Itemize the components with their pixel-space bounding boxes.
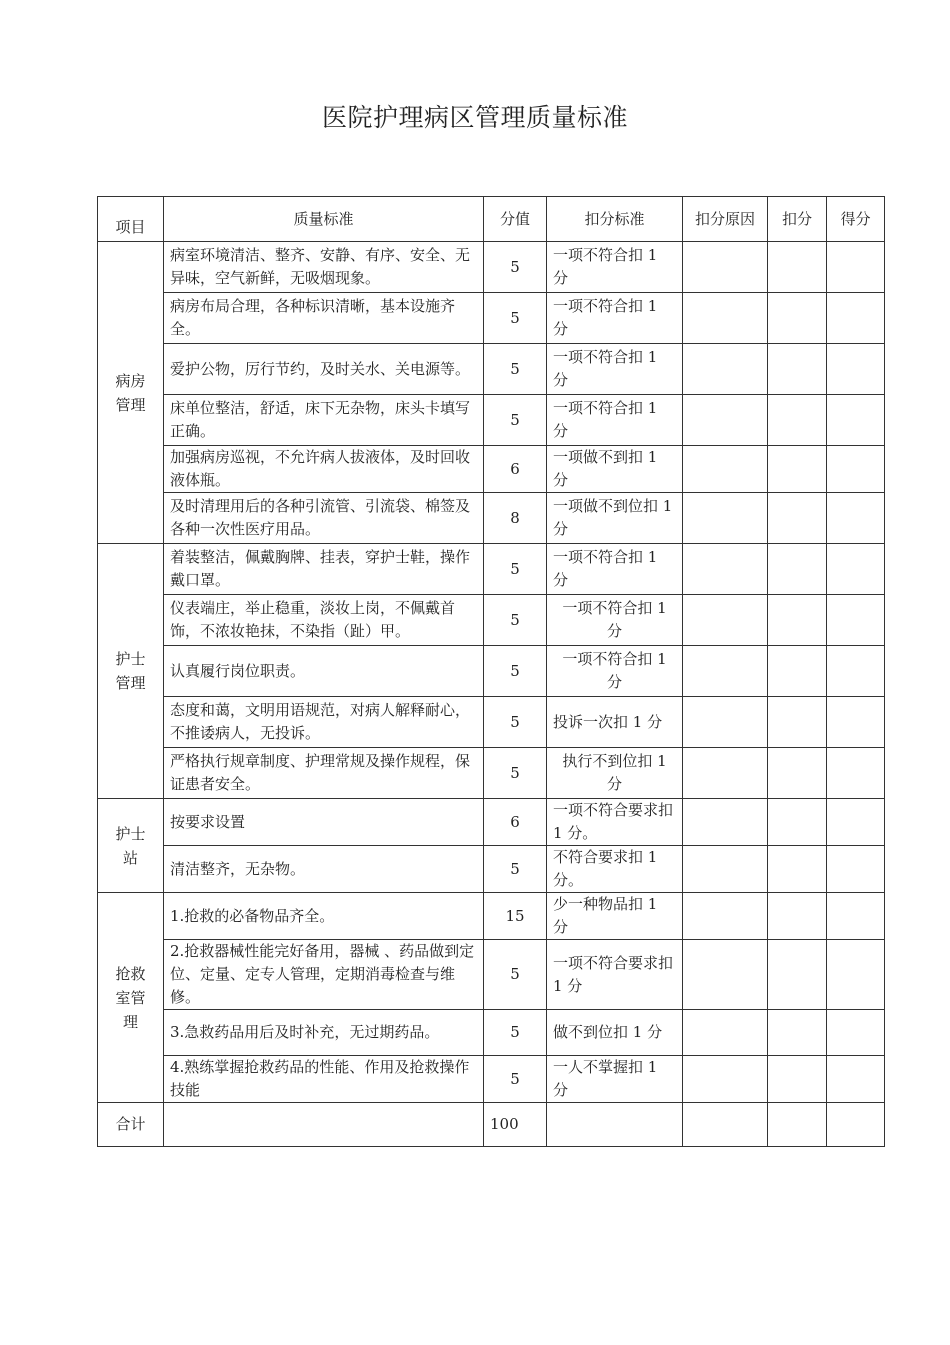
deduction-cell[interactable] bbox=[768, 799, 827, 846]
table-row bbox=[98, 595, 885, 646]
header-standard: 质量标准 bbox=[164, 197, 484, 242]
deduction-reason-cell[interactable] bbox=[683, 1010, 768, 1056]
deduction-reason-cell[interactable] bbox=[683, 893, 768, 940]
deduction-reason-cell[interactable] bbox=[683, 395, 768, 446]
deduction-cell[interactable] bbox=[768, 1056, 827, 1103]
table-row bbox=[98, 493, 885, 544]
standard-cell: 病室环境清洁、整齐、安静、有序、安全、无异味，空气新鲜，无吸烟现象。 bbox=[164, 242, 484, 293]
total-label: 合计 bbox=[98, 1103, 164, 1147]
deduction-cell[interactable] bbox=[768, 395, 827, 446]
deduction-cell[interactable] bbox=[768, 697, 827, 748]
deduction-cell[interactable] bbox=[768, 446, 827, 493]
score-cell[interactable] bbox=[827, 493, 885, 544]
header-deduction-reason: 扣分原因 bbox=[683, 197, 768, 242]
standard-cell: 着装整洁，佩戴胸牌、挂表，穿护士鞋，操作戴口罩。 bbox=[164, 544, 484, 595]
points-cell: 5 bbox=[484, 1010, 547, 1056]
deduction-cell[interactable] bbox=[768, 293, 827, 344]
deduction-rule-cell: 一项不符合扣 1 分 bbox=[547, 395, 683, 446]
deduction-reason-cell[interactable] bbox=[683, 646, 768, 697]
points-cell: 5 bbox=[484, 940, 547, 1010]
table-row bbox=[98, 697, 885, 748]
standard-cell: 仪表端庄，举止稳重，淡妆上岗，不佩戴首饰，不浓妆艳抹，不染指（趾）甲。 bbox=[164, 595, 484, 646]
points-cell: 15 bbox=[484, 893, 547, 940]
deduction-reason-cell[interactable] bbox=[683, 748, 768, 799]
deduction-rule-cell: 一项不符合扣 1 分 bbox=[547, 242, 683, 293]
section-label-emergency-room bbox=[98, 893, 164, 1103]
standard-cell: 及时清理用后的各种引流管、引流袋、棉签及各种一次性医疗用品。 bbox=[164, 493, 484, 544]
deduction-rule-cell: 投诉一次扣 1 分 bbox=[547, 697, 683, 748]
deduction-cell[interactable] bbox=[768, 242, 827, 293]
table-row bbox=[98, 344, 885, 395]
points-cell: 5 bbox=[484, 846, 547, 893]
table-row bbox=[98, 748, 885, 799]
header-deduction: 扣分 bbox=[768, 197, 827, 242]
standard-cell: 4.熟练掌握抢救药品的性能、作用及抢救操作技能 bbox=[164, 1056, 484, 1103]
deduction-rule-cell: 一项不符合扣 1 分 bbox=[547, 595, 683, 646]
score-cell[interactable] bbox=[827, 293, 885, 344]
table-row bbox=[98, 544, 885, 595]
standard-cell: 3.急救药品用后及时补充，无过期药品。 bbox=[164, 1010, 484, 1056]
table-row bbox=[98, 646, 885, 697]
deduction-reason-cell[interactable] bbox=[683, 293, 768, 344]
total-deduction-reason-cell[interactable] bbox=[683, 1103, 768, 1147]
score-cell[interactable] bbox=[827, 846, 885, 893]
table-row bbox=[98, 395, 885, 446]
standard-cell: 床单位整洁，舒适，床下无杂物，床头卡填写正确。 bbox=[164, 395, 484, 446]
table-row bbox=[98, 1056, 885, 1103]
score-cell[interactable] bbox=[827, 1010, 885, 1056]
total-row bbox=[98, 1103, 885, 1147]
standard-cell: 1.抢救的必备物品齐全。 bbox=[164, 893, 484, 940]
section-label-ward bbox=[98, 242, 164, 544]
score-cell[interactable] bbox=[827, 893, 885, 940]
deduction-reason-cell[interactable] bbox=[683, 446, 768, 493]
score-cell[interactable] bbox=[827, 646, 885, 697]
deduction-reason-cell[interactable] bbox=[683, 697, 768, 748]
standard-cell: 态度和蔼，文明用语规范，对病人解释耐心，不推诿病人，无投诉。 bbox=[164, 697, 484, 748]
standard-cell: 2.抢救器械性能完好备用，器械 、药品做到定位、定量、定专人管理，定期消毒检查与维修。 bbox=[164, 940, 484, 1010]
section-label-text: 护士站 bbox=[115, 824, 146, 867]
points-cell: 5 bbox=[484, 1056, 547, 1103]
total-points: 100 bbox=[484, 1103, 547, 1147]
deduction-rule-cell: 做不到位扣 1 分 bbox=[547, 1010, 683, 1056]
section-label-text: 抢救室管理 bbox=[115, 964, 146, 1031]
standard-cell: 爱护公物，厉行节约，及时关水、关电源等。 bbox=[164, 344, 484, 395]
score-cell[interactable] bbox=[827, 544, 885, 595]
deduction-cell[interactable] bbox=[768, 646, 827, 697]
deduction-rule-cell: 一项不符合扣 1 分 bbox=[547, 293, 683, 344]
score-cell[interactable] bbox=[827, 242, 885, 293]
table-row bbox=[98, 893, 885, 940]
deduction-reason-cell[interactable] bbox=[683, 344, 768, 395]
table-row bbox=[98, 940, 885, 1010]
deduction-rule-cell: 一项不符合扣 1 分 bbox=[547, 544, 683, 595]
standard-cell: 认真履行岗位职责。 bbox=[164, 646, 484, 697]
total-deduction-cell[interactable] bbox=[768, 1103, 827, 1147]
deduction-reason-cell[interactable] bbox=[683, 595, 768, 646]
standard-cell: 病房布局合理，各种标识清晰，基本设施齐全。 bbox=[164, 293, 484, 344]
deduction-reason-cell[interactable] bbox=[683, 242, 768, 293]
points-cell: 6 bbox=[484, 446, 547, 493]
points-cell: 5 bbox=[484, 293, 547, 344]
section-label-text: 护士管理 bbox=[115, 650, 146, 692]
deduction-cell[interactable] bbox=[768, 893, 827, 940]
points-cell: 5 bbox=[484, 242, 547, 293]
quality-standards-table bbox=[97, 196, 885, 1147]
total-deduction-rule-cell bbox=[547, 1103, 683, 1147]
deduction-cell[interactable] bbox=[768, 595, 827, 646]
score-cell[interactable] bbox=[827, 1056, 885, 1103]
points-cell: 5 bbox=[484, 646, 547, 697]
points-cell: 8 bbox=[484, 493, 547, 544]
deduction-cell[interactable] bbox=[768, 940, 827, 1010]
score-cell[interactable] bbox=[827, 940, 885, 1010]
points-cell: 5 bbox=[484, 595, 547, 646]
deduction-reason-cell[interactable] bbox=[683, 846, 768, 893]
deduction-rule-cell: 一人不掌握扣 1 分 bbox=[547, 1056, 683, 1103]
deduction-rule-cell: 一项做不到位扣 1 分 bbox=[547, 493, 683, 544]
points-cell: 5 bbox=[484, 697, 547, 748]
deduction-rule-cell: 执行不到位扣 1 分 bbox=[547, 748, 683, 799]
header-item: 项目 bbox=[98, 197, 164, 242]
score-cell[interactable] bbox=[827, 344, 885, 395]
deduction-rule-cell: 一项不符合要求扣 1 分 bbox=[547, 940, 683, 1010]
points-cell: 5 bbox=[484, 544, 547, 595]
section-label-nurse bbox=[98, 544, 164, 799]
deduction-rule-cell: 一项不符合扣 1 分 bbox=[547, 344, 683, 395]
deduction-cell[interactable] bbox=[768, 748, 827, 799]
standard-cell: 加强病房巡视，不允许病人拔液体，及时回收液体瓶。 bbox=[164, 446, 484, 493]
score-cell[interactable] bbox=[827, 748, 885, 799]
deduction-reason-cell[interactable] bbox=[683, 799, 768, 846]
deduction-reason-cell[interactable] bbox=[683, 940, 768, 1010]
header-points: 分值 bbox=[484, 197, 547, 242]
points-cell: 6 bbox=[484, 799, 547, 846]
standard-cell: 清洁整齐，无杂物。 bbox=[164, 846, 484, 893]
score-cell[interactable] bbox=[827, 595, 885, 646]
deduction-cell[interactable] bbox=[768, 1010, 827, 1056]
deduction-cell[interactable] bbox=[768, 344, 827, 395]
table-row bbox=[98, 846, 885, 893]
deduction-cell[interactable] bbox=[768, 493, 827, 544]
deduction-reason-cell[interactable] bbox=[683, 1056, 768, 1103]
table-row bbox=[98, 1010, 885, 1056]
standard-cell: 按要求设置 bbox=[164, 799, 484, 846]
document-title: 医院护理病区管理质量标准 bbox=[321, 103, 628, 132]
total-standard-cell bbox=[164, 1103, 484, 1147]
points-cell: 5 bbox=[484, 395, 547, 446]
score-cell[interactable] bbox=[827, 395, 885, 446]
table-header-row bbox=[98, 197, 885, 242]
table-row bbox=[98, 242, 885, 293]
section-label-text: 病房管理 bbox=[115, 371, 146, 414]
table-row bbox=[98, 799, 885, 846]
deduction-reason-cell[interactable] bbox=[683, 544, 768, 595]
score-cell[interactable] bbox=[827, 446, 885, 493]
header-score: 得分 bbox=[827, 197, 885, 242]
score-cell[interactable] bbox=[827, 799, 885, 846]
deduction-cell[interactable] bbox=[768, 846, 827, 893]
deduction-rule-cell: 一项不符合扣 1 分 bbox=[547, 646, 683, 697]
section-label-nurse-station bbox=[98, 799, 164, 893]
table-row bbox=[98, 446, 885, 493]
score-cell[interactable] bbox=[827, 697, 885, 748]
deduction-reason-cell[interactable] bbox=[683, 493, 768, 544]
deduction-rule-cell: 一项做不到扣 1 分 bbox=[547, 446, 683, 493]
deduction-rule-cell: 一项不符合要求扣 1 分。 bbox=[547, 799, 683, 846]
deduction-cell[interactable] bbox=[768, 544, 827, 595]
deduction-rule-cell: 不符合要求扣 1 分。 bbox=[547, 846, 683, 893]
deduction-rule-cell: 少一种物品扣 1 分 bbox=[547, 893, 683, 940]
table-row bbox=[98, 293, 885, 344]
standard-cell: 严格执行规章制度、护理常规及操作规程，保证患者安全。 bbox=[164, 748, 484, 799]
points-cell: 5 bbox=[484, 748, 547, 799]
points-cell: 5 bbox=[484, 344, 547, 395]
header-deduction-rule: 扣分标准 bbox=[547, 197, 683, 242]
total-score-cell[interactable] bbox=[827, 1103, 885, 1147]
